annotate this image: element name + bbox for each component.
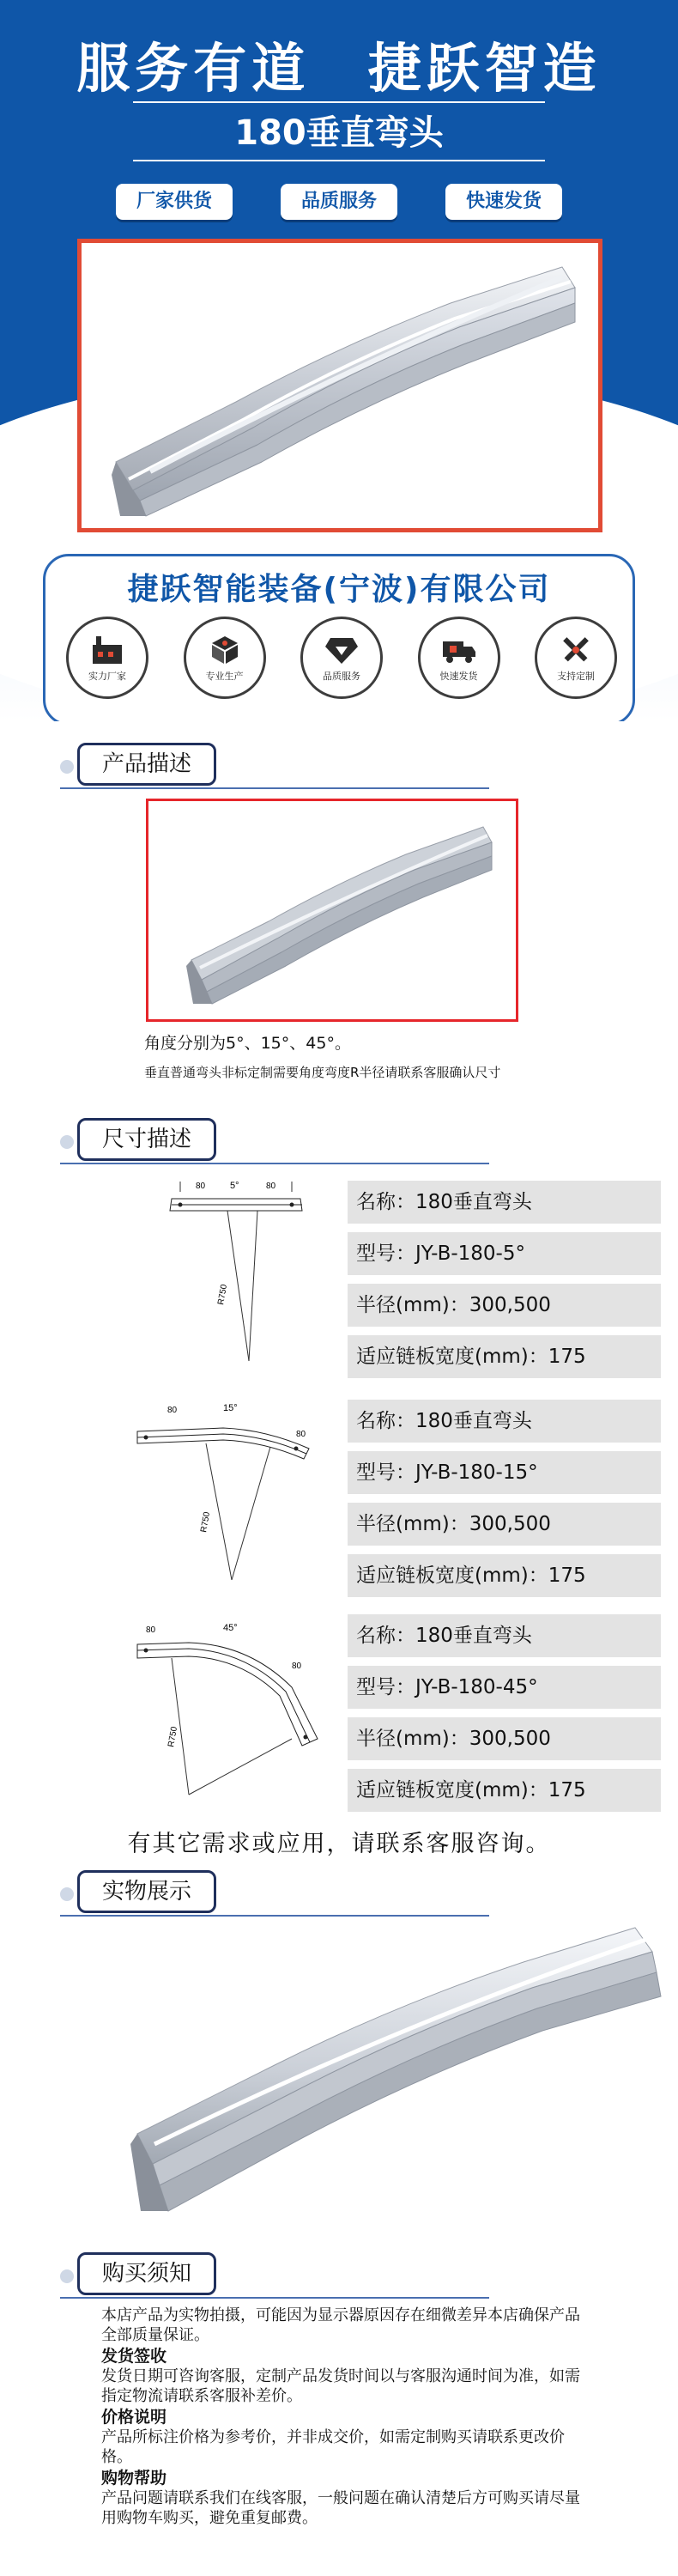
curved-profile-image	[82, 243, 598, 528]
angle-label: 45°	[223, 1623, 238, 1633]
spec-block-15deg	[0, 1395, 678, 1610]
company-name: 捷跃智能装备(宁波)有限公司	[127, 572, 551, 607]
spec-row-name: 名称：180垂直弯头	[348, 1181, 661, 1224]
spec-row-name: 名称：180垂直弯头	[348, 1400, 661, 1443]
product-title: 180垂直弯头	[133, 101, 545, 161]
feature-label: 快速发货	[439, 671, 478, 682]
real-product-photo	[120, 1919, 678, 2228]
company-card	[43, 554, 635, 721]
feature-factory	[63, 617, 152, 699]
dim-label: 80	[167, 1406, 178, 1415]
badge-factory-supply: 厂家供货	[116, 184, 233, 220]
spec-row-model: 型号：JY-B-180-15°	[348, 1451, 661, 1494]
spec-rows	[348, 1400, 661, 1606]
dim-label: 80	[146, 1625, 156, 1635]
spec-row-width: 适应链板宽度(mm)：175	[348, 1335, 661, 1378]
spec-rows	[348, 1614, 661, 1820]
hero-banner	[0, 0, 678, 721]
notes-heading-help: 购物帮助	[101, 2469, 167, 2488]
section-underline	[60, 1915, 489, 1917]
feature-custom	[531, 617, 620, 699]
description-custom-note: 垂直普通弯头非标定制需要角度弯度R半径请联系客服确认尺寸	[144, 1065, 501, 1080]
section-underline	[60, 787, 489, 789]
badge-fast-shipping: 快速发货	[445, 184, 562, 220]
spec-row-radius: 半径(mm)：300,500	[348, 1503, 661, 1546]
spec-block-45deg	[0, 1610, 678, 1825]
angle-label: 15°	[223, 1403, 238, 1413]
section-underline	[60, 1163, 489, 1164]
curved-profile-image	[148, 801, 516, 1019]
section-underline	[60, 2297, 489, 2299]
feature-label: 品质服务	[323, 671, 360, 682]
section-dot	[60, 760, 74, 774]
notes-text-help: 产品问题请联系我们在线客服，一般问题在确认清楚后方可购买请尽量用购物车购买，避免重复邮费。	[101, 2489, 580, 2527]
feature-label: 专业生产	[205, 671, 244, 682]
spec-row-radius: 半径(mm)：300,500	[348, 1717, 661, 1760]
feature-row	[63, 617, 620, 699]
radius-label: R750	[166, 1726, 180, 1748]
spec-row-model: 型号：JY-B-180-45°	[348, 1666, 661, 1709]
boxes-icon	[207, 633, 243, 667]
notes-text-shipping: 发货日期可咨询客服，定制产品发货时间以与客服沟通时间为准，如需指定物流请联系客服补差价。	[101, 2367, 580, 2405]
dim-label: 80	[266, 1182, 276, 1191]
badge-quality-service: 品质服务	[281, 184, 397, 220]
notes-intro: 本店产品为实物拍摄，可能因为显示器原因存在细微差异本店确保产品全部质量保证。	[101, 2306, 580, 2344]
badge-row	[0, 184, 678, 220]
truck-icon	[441, 633, 477, 667]
diamond-icon	[324, 633, 360, 667]
spec-drawing	[120, 1610, 352, 1807]
dim-label: 80	[196, 1182, 206, 1191]
tools-icon	[558, 633, 594, 667]
notes-heading-price: 价格说明	[101, 2408, 167, 2427]
notes-heading-shipping: 发货签收	[101, 2347, 167, 2366]
slogan: 服务有道 捷跃智造	[76, 37, 602, 100]
dim-label: 80	[292, 1662, 302, 1671]
section-header-purchase: 购买须知	[77, 2252, 216, 2295]
contact-note: 有其它需求或应用，请联系客服咨询。	[127, 1831, 551, 1857]
spec-block-5deg	[0, 1176, 678, 1391]
main-product-photo	[77, 239, 602, 532]
section-dot	[60, 2269, 74, 2283]
spec-row-name: 名称：180垂直弯头	[348, 1614, 661, 1657]
section-dot	[60, 1887, 74, 1901]
feature-quality	[297, 617, 386, 699]
section-dot	[60, 1135, 74, 1149]
feature-production	[180, 617, 269, 699]
spec-rows	[348, 1181, 661, 1387]
radius-label: R750	[199, 1511, 213, 1534]
curved-profile-image	[120, 1919, 678, 2228]
notes-text-price: 产品所标注价格为参考价，并非成交价，如需定制购买请联系更改价格。	[101, 2428, 565, 2466]
spec-row-radius: 半径(mm)：300,500	[348, 1284, 661, 1327]
section-header-description: 产品描述	[77, 743, 216, 786]
description-angles: 角度分别为5°、15°、45°。	[144, 1034, 351, 1053]
feature-shipping	[415, 617, 504, 699]
section-header-real-photos: 实物展示	[77, 1870, 216, 1913]
dim-label: 80	[296, 1430, 306, 1439]
description-photo	[146, 799, 518, 1022]
radius-label: R750	[216, 1284, 230, 1306]
spec-drawing	[120, 1176, 352, 1374]
factory-icon	[89, 633, 125, 667]
purchase-notes	[101, 2306, 582, 2528]
section-header-dimensions: 尺寸描述	[77, 1118, 216, 1161]
feature-label: 支持定制	[557, 671, 595, 682]
angle-label: 5°	[230, 1181, 239, 1191]
spec-row-model: 型号：JY-B-180-5°	[348, 1232, 661, 1275]
spec-drawing	[120, 1395, 352, 1593]
feature-label: 实力厂家	[88, 671, 126, 682]
spec-row-width: 适应链板宽度(mm)：175	[348, 1554, 661, 1597]
spec-row-width: 适应链板宽度(mm)：175	[348, 1769, 661, 1812]
